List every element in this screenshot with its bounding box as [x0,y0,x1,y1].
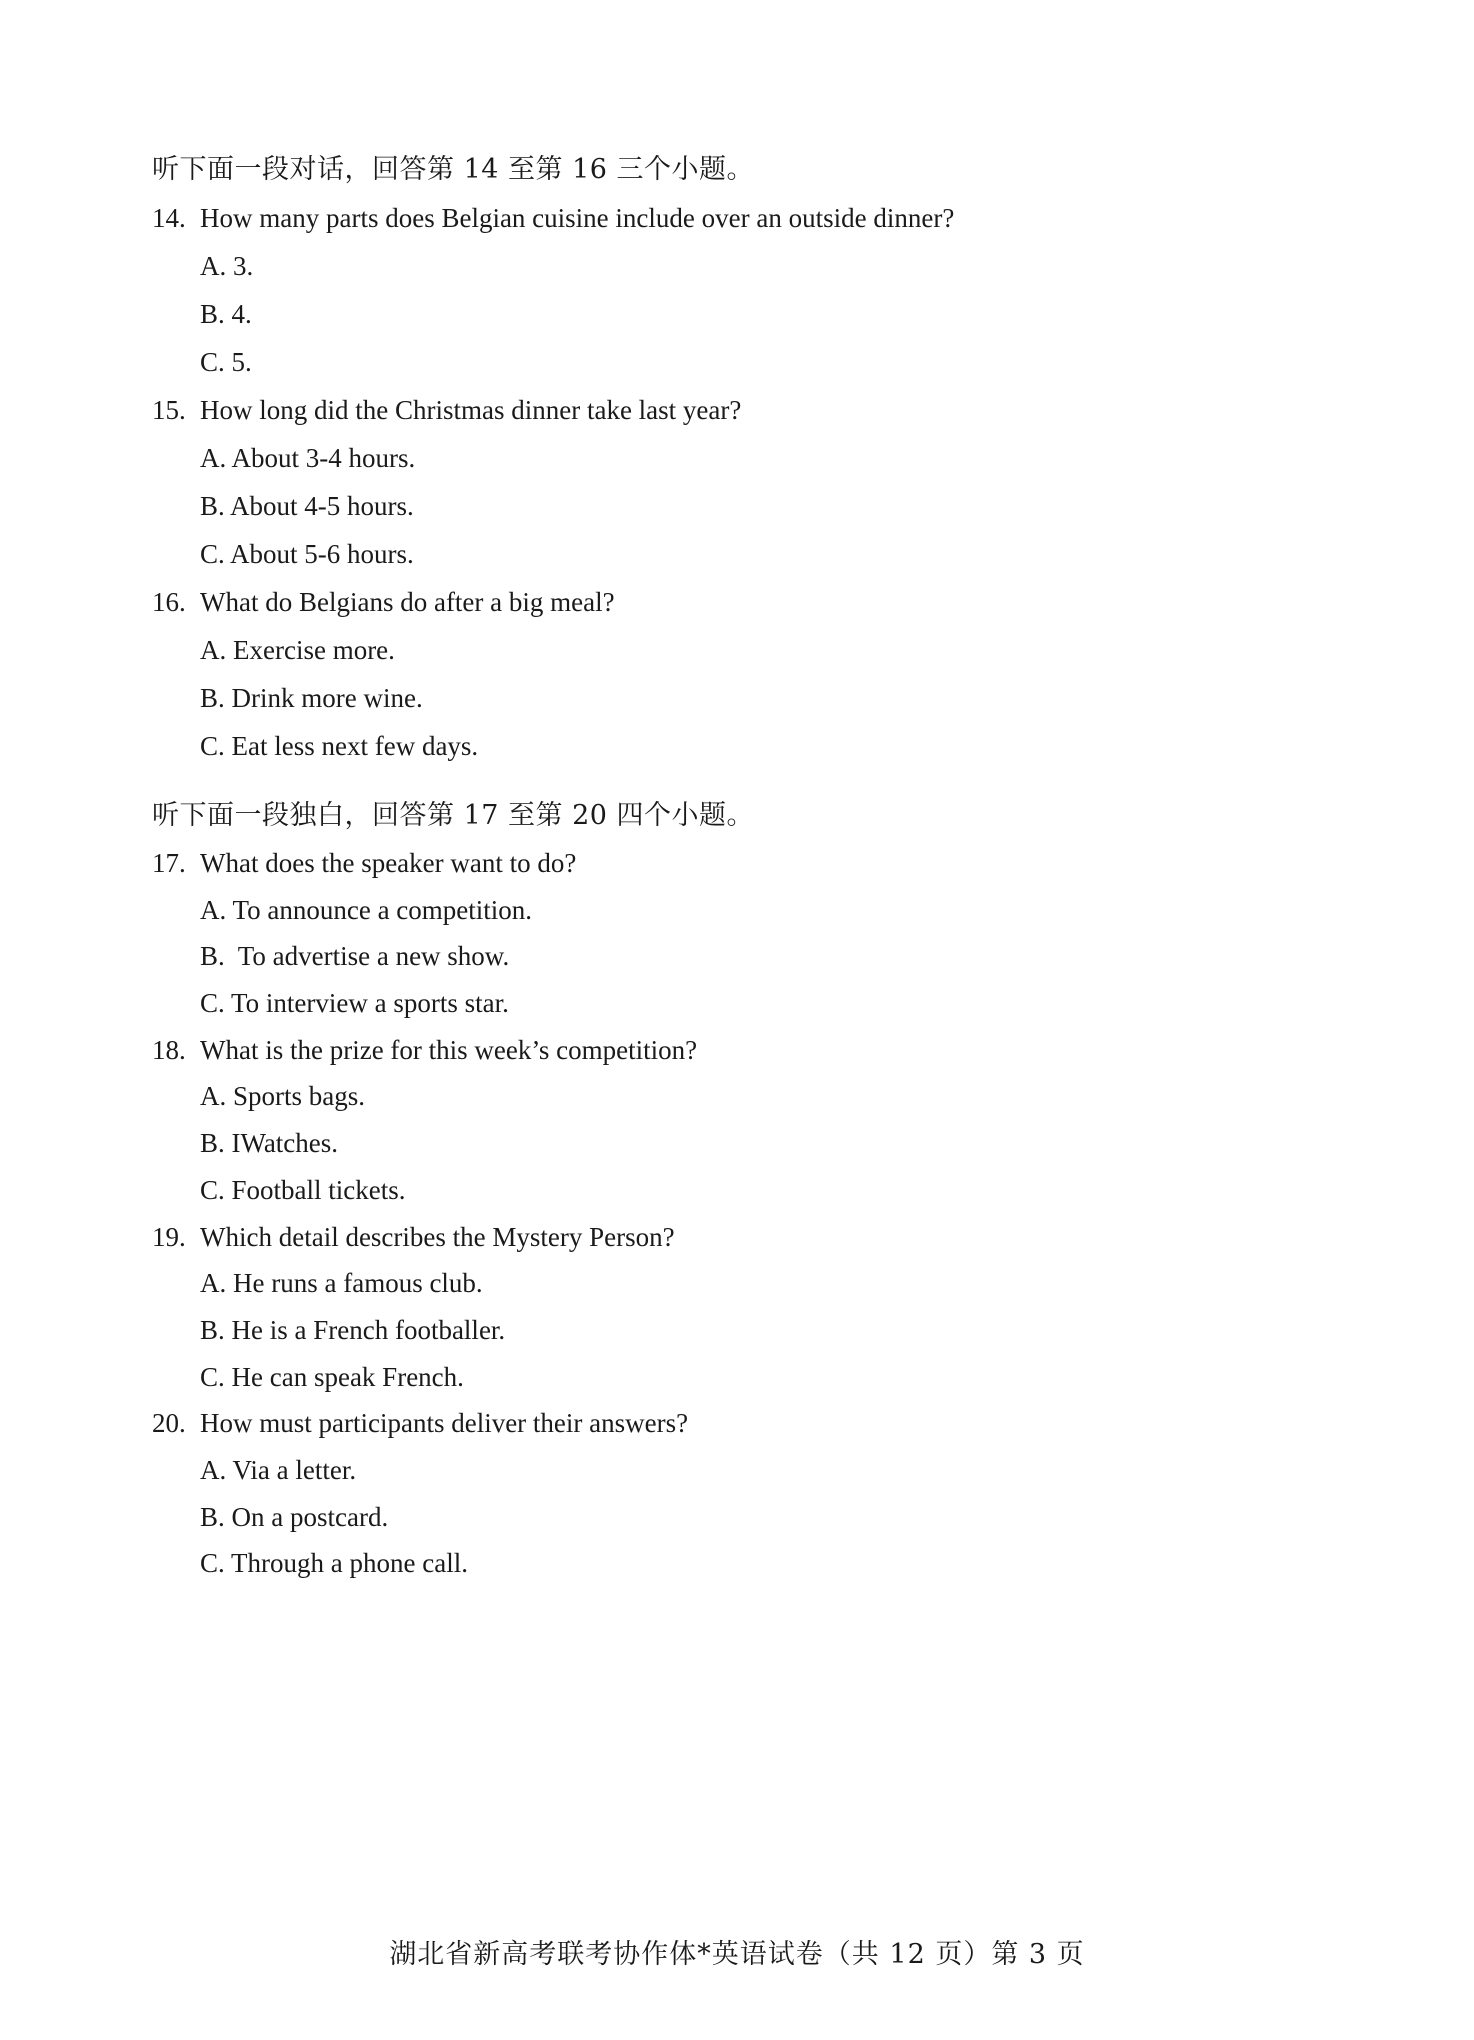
question-text: What does the speaker want to do? [200,848,577,878]
option-c: C. Through a phone call. [200,1548,468,1579]
question-text: Which detail describes the Mystery Person? [200,1221,675,1252]
section-monologue [152,792,1332,1587]
question-number: 17. [152,848,186,878]
option-c: C. About 5-6 hours. [200,539,414,569]
option-b: B. 4. [200,299,252,329]
question-text: How many parts does Belgian cuisine include over an outside dinner? [200,203,955,233]
option-a: A. 3. [200,251,254,281]
question-text: What do Belgians do after a big meal? [200,587,615,617]
option-c: C. He can speak French. [200,1361,464,1392]
option-b: B. He is a French footballer. [200,1314,506,1345]
option-b: B. Drink more wine. [200,683,423,713]
question-18 [152,1027,1332,1214]
question-number: 16. [152,587,186,617]
section-instruction: 听下面一段独白，回答第 17 至第 20 四个小题。 [152,800,755,831]
page-content [152,146,1332,1587]
question-text: How must participants deliver their answers? [200,1408,689,1439]
option-a: A. He runs a famous club. [200,1268,483,1299]
option-b: B. To advertise a new show. [200,941,510,972]
question-15 [152,386,1332,578]
question-number: 14. [152,203,186,233]
option-c: C. To interview a sports star. [200,988,509,1019]
option-a: A. Exercise more. [200,635,395,665]
question-text: How long did the Christmas dinner take last year? [200,395,742,425]
question-text: What is the prize for this week’s competition? [200,1034,698,1065]
option-a: A. Sports bags. [200,1081,366,1112]
section-dialogue [152,146,1332,770]
question-19 [152,1214,1332,1401]
option-b: B. On a postcard. [200,1501,389,1532]
question-17 [152,840,1332,1027]
section-instruction: 听下面一段对话，回答第 14 至第 16 三个小题。 [152,154,755,185]
option-a: A. To announce a competition. [200,894,533,925]
question-16 [152,578,1332,770]
option-a: A. About 3-4 hours. [200,443,416,473]
option-a: A. Via a letter. [200,1454,357,1485]
option-b: B. IWatches. [200,1128,339,1159]
page-footer: 湖北省新高考联考协作体*英语试卷（共 12 页）第 3 页 [389,1939,1085,1970]
question-20 [152,1400,1332,1587]
option-c: C. 5. [200,347,252,377]
question-number: 19. [152,1221,186,1252]
option-c: C. Football tickets. [200,1174,406,1205]
question-14 [152,194,1332,386]
question-number: 18. [152,1034,186,1065]
question-number: 15. [152,395,186,425]
option-c: C. Eat less next few days. [200,731,479,761]
question-number: 20. [152,1408,186,1439]
option-b: B. About 4-5 hours. [200,491,414,521]
